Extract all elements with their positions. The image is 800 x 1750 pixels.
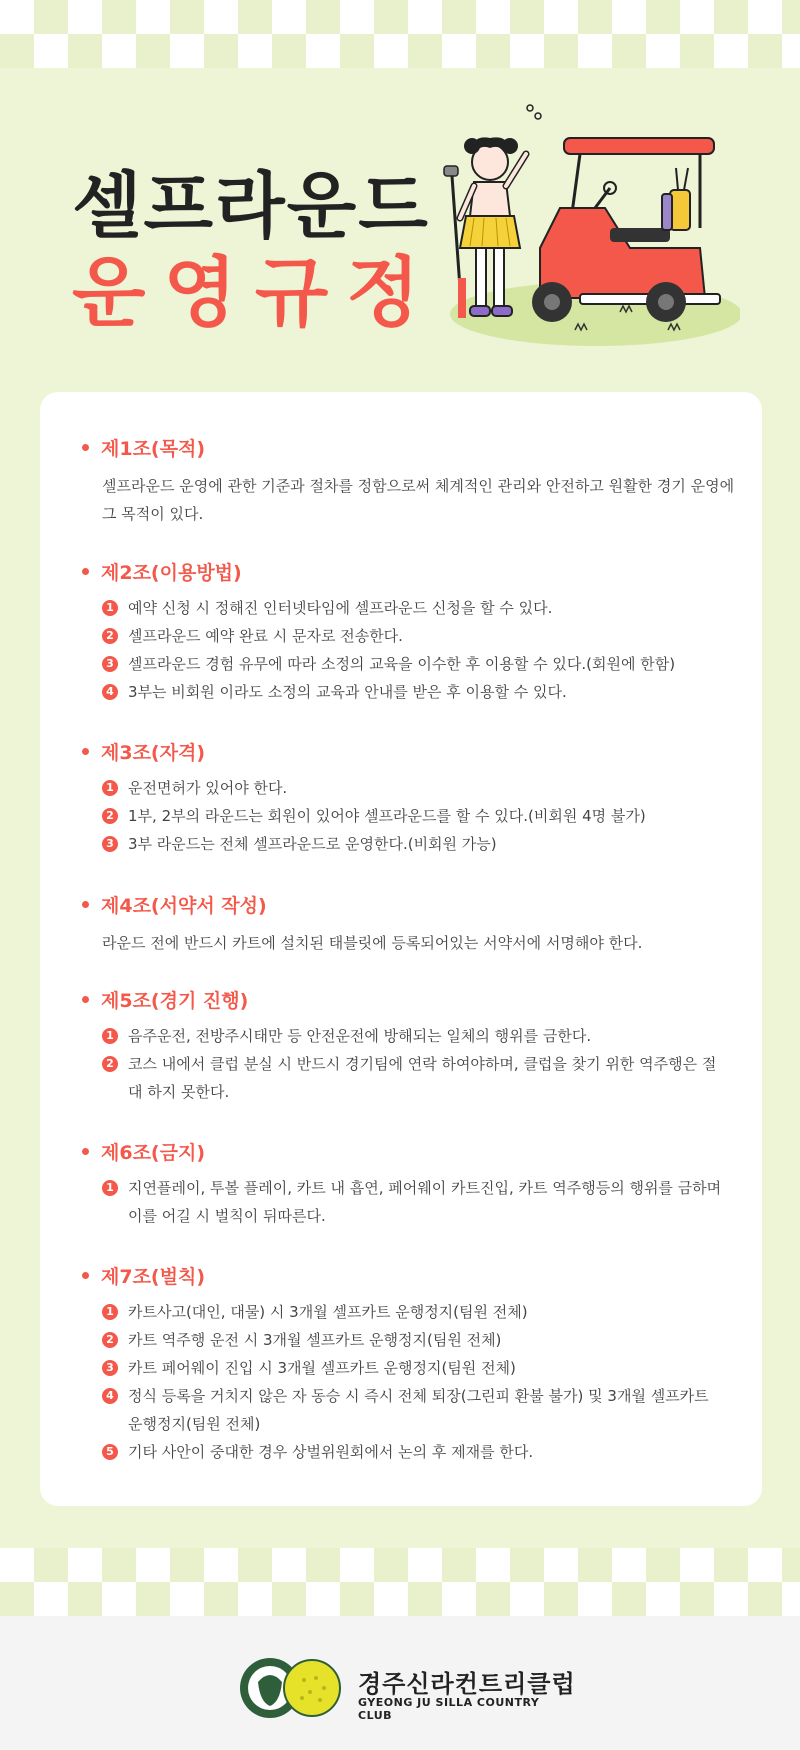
- list-item: 3 3부 라운드는 전체 셀프라운드로 운영한다.(비회원 가능): [102, 830, 722, 858]
- checker-cell: [442, 34, 476, 68]
- checker-cell: [306, 1582, 340, 1616]
- checker-cell: [340, 1548, 374, 1582]
- section-title: 제7조(벌칙): [101, 1265, 206, 1288]
- list-item: 2 카트 역주행 운전 시 3개월 셀프카트 운행정지(팀원 전체): [102, 1326, 722, 1354]
- bullet-dot: [82, 901, 89, 908]
- checker-cell: [136, 1582, 170, 1616]
- list-item: 2 셀프라운드 예약 완료 시 문자로 전송한다.: [102, 622, 722, 650]
- number-badge: 1: [102, 1304, 118, 1320]
- checker-cell: [782, 1582, 800, 1616]
- checker-cell: [442, 0, 476, 34]
- checker-cell: [170, 0, 204, 34]
- checker-cell: [646, 34, 680, 68]
- checker-cell: [0, 1582, 34, 1616]
- club-logo: [236, 1652, 576, 1722]
- footer: [0, 1616, 800, 1750]
- number-badge: 2: [102, 1332, 118, 1348]
- checker-cell: [408, 34, 442, 68]
- item-list: [102, 1298, 722, 1466]
- checker-cell: [272, 1548, 306, 1582]
- checker-cell: [442, 1582, 476, 1616]
- list-item: 1 음주운전, 전방주시태만 등 안전운전에 방해되는 일체의 행위를 금한다.: [102, 1022, 722, 1050]
- checker-cell: [442, 1548, 476, 1582]
- section-title: 제6조(금지): [101, 1141, 206, 1164]
- checker-cell: [0, 0, 34, 34]
- checker-cell: [374, 0, 408, 34]
- checker-cell: [204, 1548, 238, 1582]
- number-badge: 5: [102, 1444, 118, 1460]
- section-title: 제3조(자격): [101, 741, 206, 764]
- list-item: 5 기타 사안이 중대한 경우 상벌위원회에서 논의 후 제재를 한다.: [102, 1438, 722, 1466]
- checker-cell: [102, 0, 136, 34]
- checker-cell: [476, 34, 510, 68]
- section-article-4: [40, 889, 762, 957]
- list-item: 3 셀프라운드 경험 유무에 따라 소정의 교육을 이수한 후 이용할 수 있다.(회원에 한함): [102, 650, 722, 678]
- list-item: 2 코스 내에서 클럽 분실 시 반드시 경기팀에 연락 하여야하며, 클럽을 찾기 위한 역주행은 절대 하지 못한다.: [102, 1050, 722, 1106]
- checker-cell: [476, 1582, 510, 1616]
- checker-cell: [374, 1548, 408, 1582]
- checker-cell: [748, 0, 782, 34]
- checker-cell: [612, 1582, 646, 1616]
- checker-cell: [578, 34, 612, 68]
- checker-cell: [408, 1582, 442, 1616]
- list-item: 1 카트사고(대인, 대물) 시 3개월 셀프카트 운행정지(팀원 전체): [102, 1298, 722, 1326]
- number-badge: 1: [102, 1180, 118, 1196]
- checker-cell: [544, 1548, 578, 1582]
- checker-cell: [238, 1548, 272, 1582]
- section-article-2: [40, 556, 762, 706]
- checker-cell: [782, 0, 800, 34]
- number-badge: 1: [102, 600, 118, 616]
- section-article-6: [40, 1136, 762, 1230]
- checker-cell: [68, 34, 102, 68]
- checker-cell: [510, 0, 544, 34]
- bullet-dot: [82, 748, 89, 755]
- checker-cell: [204, 1582, 238, 1616]
- checker-cell: [34, 0, 68, 34]
- section-text: 셀프라운드 운영에 관한 기준과 절차를 정함으로써 체계적인 관리와 안전하고 원활한 경기 운영에 그 목적이 있다.: [102, 477, 735, 523]
- checker-cell: [136, 34, 170, 68]
- checker-cell: [238, 0, 272, 34]
- number-badge: 4: [102, 684, 118, 700]
- checker-cell: [340, 0, 374, 34]
- checker-cell: [510, 1582, 544, 1616]
- checker-cell: [748, 34, 782, 68]
- checker-cell: [272, 0, 306, 34]
- checker-cell: [646, 1548, 680, 1582]
- rules-card: [40, 392, 762, 1506]
- item-list: [102, 774, 722, 858]
- checker-cell: [680, 1582, 714, 1616]
- checker-cell: [306, 1548, 340, 1582]
- number-badge: 2: [102, 628, 118, 644]
- checker-cell: [646, 0, 680, 34]
- checker-cell: [34, 1582, 68, 1616]
- checker-cell: [782, 1548, 800, 1582]
- number-badge: 4: [102, 1388, 118, 1404]
- number-badge: 3: [102, 836, 118, 852]
- checker-cell: [714, 34, 748, 68]
- checker-cell: [476, 0, 510, 34]
- checker-cell: [340, 1582, 374, 1616]
- checker-cell: [510, 1548, 544, 1582]
- list-item: 4 3부는 비회원 이라도 소정의 교육과 안내를 받은 후 이용할 수 있다.: [102, 678, 722, 706]
- section-title: 제4조(서약서 작성): [101, 894, 267, 917]
- checker-cell: [238, 1582, 272, 1616]
- checker-pattern-top: [0, 0, 800, 68]
- checker-cell: [748, 1548, 782, 1582]
- number-badge: 1: [102, 1028, 118, 1044]
- checker-row: [0, 0, 800, 34]
- checker-cell: [272, 1582, 306, 1616]
- section-article-1: [40, 432, 762, 528]
- number-badge: 3: [102, 656, 118, 672]
- section-title: 제5조(경기 진행): [101, 989, 249, 1012]
- checker-cell: [68, 0, 102, 34]
- number-badge: 2: [102, 1056, 118, 1072]
- hero: [0, 68, 800, 388]
- checker-cell: [102, 1548, 136, 1582]
- number-badge: 3: [102, 1360, 118, 1376]
- checker-cell: [68, 1548, 102, 1582]
- section-article-5: [40, 984, 762, 1106]
- section-article-3: [40, 736, 762, 858]
- checker-cell: [272, 34, 306, 68]
- checker-cell: [204, 0, 238, 34]
- checker-cell: [0, 34, 34, 68]
- checker-row: [0, 1548, 800, 1582]
- list-item: 4 정식 등록을 거치지 않은 자 동승 시 즉시 전체 퇴장(그린피 환불 불가) 및 3개월 셀프카트 운행정지(팀원 전체): [102, 1382, 722, 1438]
- checker-cell: [34, 34, 68, 68]
- page-title-line1: 셀프라운드: [72, 164, 430, 248]
- checker-cell: [204, 34, 238, 68]
- checker-cell: [374, 1582, 408, 1616]
- bullet-dot: [82, 1272, 89, 1279]
- checker-cell: [476, 1548, 510, 1582]
- checker-cell: [34, 1548, 68, 1582]
- club-name-korean: 경주신라컨트리클럽: [358, 1670, 576, 1698]
- checker-cell: [714, 0, 748, 34]
- list-item: 1 운전면허가 있어야 한다.: [102, 774, 722, 802]
- checker-cell: [578, 1548, 612, 1582]
- bullet-dot: [82, 444, 89, 451]
- checker-cell: [578, 0, 612, 34]
- checker-cell: [374, 34, 408, 68]
- checker-cell: [102, 34, 136, 68]
- checker-pattern-bottom: [0, 1548, 800, 1616]
- checker-cell: [170, 1582, 204, 1616]
- bullet-dot: [82, 1148, 89, 1155]
- section-title: 제1조(목적): [101, 437, 206, 460]
- list-item: 1 지연플레이, 투볼 플레이, 카트 내 흡연, 페어웨이 카트진입, 카트 역주행등의 행위를 금하며 이를 어길 시 벌칙이 뒤따른다.: [102, 1174, 722, 1230]
- checker-cell: [306, 34, 340, 68]
- section-text: 라운드 전에 반드시 카트에 설치된 태블릿에 등록되어있는 서약서에 서명해야 한다.: [102, 934, 643, 952]
- number-badge: 1: [102, 780, 118, 796]
- checker-cell: [340, 34, 374, 68]
- checker-cell: [680, 1548, 714, 1582]
- checker-cell: [612, 0, 646, 34]
- section-title: 제2조(이용방법): [101, 561, 242, 584]
- item-list: [102, 594, 722, 706]
- list-item: 3 카트 페어웨이 진입 시 3개월 셀프카트 운행정지(팀원 전체): [102, 1354, 722, 1382]
- checker-cell: [136, 1548, 170, 1582]
- checker-row: [0, 1582, 800, 1616]
- item-list: [102, 1174, 722, 1230]
- club-emblem-icon: [236, 1652, 346, 1722]
- checker-row: [0, 34, 800, 68]
- checker-cell: [408, 1548, 442, 1582]
- checker-cell: [102, 1582, 136, 1616]
- list-item: 2 1부, 2부의 라운드는 회원이 있어야 셀프라운드를 할 수 있다.(비회원 4명 불가): [102, 802, 722, 830]
- checker-cell: [170, 1548, 204, 1582]
- checker-cell: [646, 1582, 680, 1616]
- checker-cell: [544, 0, 578, 34]
- number-badge: 2: [102, 808, 118, 824]
- checker-cell: [578, 1582, 612, 1616]
- checker-cell: [0, 1548, 34, 1582]
- checker-cell: [170, 34, 204, 68]
- checker-cell: [748, 1582, 782, 1616]
- bullet-dot: [82, 568, 89, 575]
- checker-cell: [782, 34, 800, 68]
- checker-cell: [544, 34, 578, 68]
- golfer-cart-illustration: [430, 98, 740, 358]
- checker-cell: [544, 1582, 578, 1616]
- list-item: 1 예약 신청 시 정해진 인터넷타임에 셀프라운드 신청을 할 수 있다.: [102, 594, 722, 622]
- checker-cell: [714, 1582, 748, 1616]
- checker-cell: [714, 1548, 748, 1582]
- page-title-line2: 운영규정: [72, 248, 438, 337]
- checker-cell: [680, 34, 714, 68]
- bullet-dot: [82, 996, 89, 1003]
- checker-cell: [68, 1582, 102, 1616]
- checker-cell: [408, 0, 442, 34]
- club-name-english: GYEONG JU SILLA COUNTRY CLUB: [358, 1696, 540, 1722]
- checker-cell: [136, 0, 170, 34]
- checker-cell: [306, 0, 340, 34]
- checker-cell: [612, 34, 646, 68]
- item-list: [102, 1022, 722, 1106]
- checker-cell: [510, 34, 544, 68]
- checker-cell: [680, 0, 714, 34]
- checker-cell: [612, 1548, 646, 1582]
- section-article-7: [40, 1260, 762, 1466]
- checker-cell: [238, 34, 272, 68]
